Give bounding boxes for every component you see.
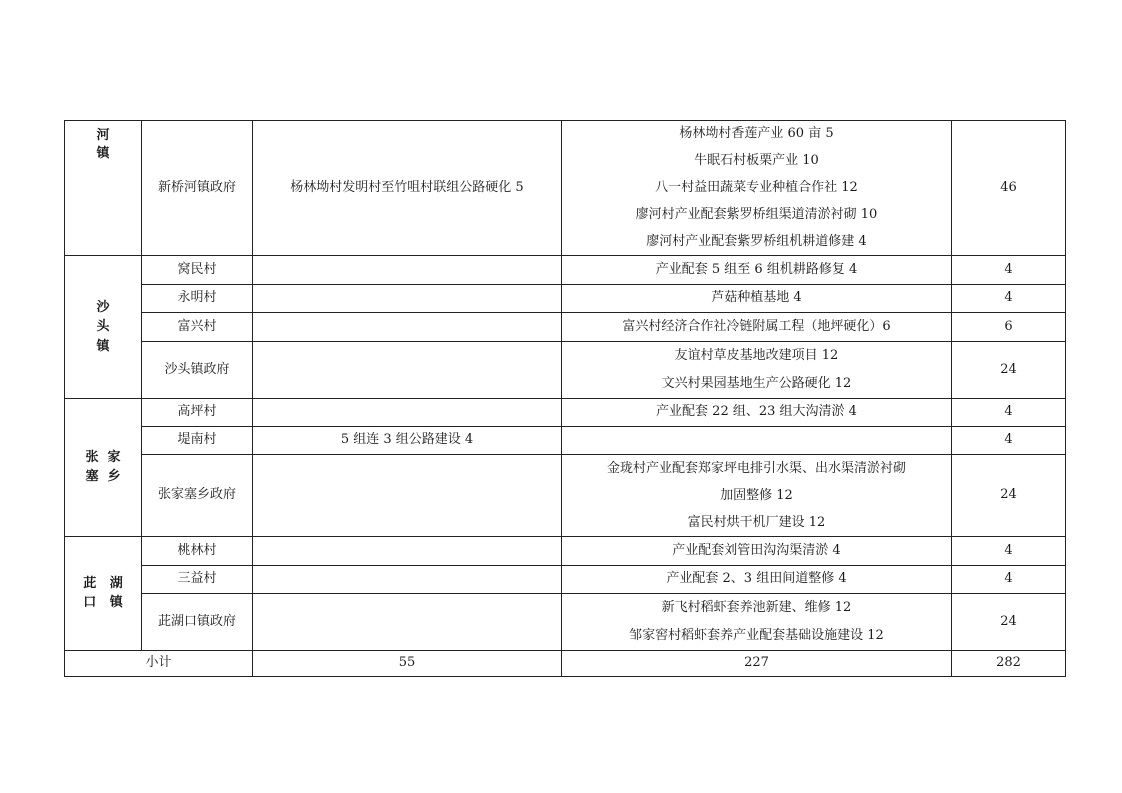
village-project-cell <box>253 455 562 537</box>
table-row <box>65 537 1066 566</box>
industry-project-cell: 芦菇种植基地 4 <box>562 285 952 313</box>
table-row <box>65 285 1066 313</box>
town-name: 镇 <box>109 594 123 610</box>
project-line: 八一村益田蔬菜专业种植合作社 12 <box>655 180 858 195</box>
village-project-cell <box>253 256 562 285</box>
industry-project-cell: 产业配套 22 组、23 组大沟清淤 4 <box>562 399 952 427</box>
subtotal-total: 282 <box>952 651 1066 677</box>
project-line: 杨林坳村香莲产业 60 亩 5 <box>679 126 834 141</box>
unit-cell: 三益村 <box>142 566 253 594</box>
total-cell: 4 <box>952 399 1066 427</box>
village-project-cell <box>253 342 562 399</box>
industry-project-cell <box>562 427 952 455</box>
town-name: 塞 <box>85 468 99 484</box>
village-project-cell <box>253 313 562 342</box>
project-line: 友谊村草皮基地改建项目 12 <box>674 348 839 363</box>
table-row <box>65 313 1066 342</box>
total-cell: 24 <box>952 342 1066 399</box>
project-line: 牛眠石村板栗产业 10 <box>694 153 819 168</box>
unit-cell: 高坪村 <box>142 399 253 427</box>
town-cell-shatou <box>65 256 142 399</box>
industry-project-cell: 产业配套刘管田沟沟渠清淤 4 <box>562 537 952 566</box>
subtotal-industry-projects: 227 <box>562 651 952 677</box>
village-project-cell <box>253 594 562 651</box>
subtotal-label: 小计 <box>65 651 253 677</box>
town-name: 茈 <box>83 575 97 591</box>
subtotal-row <box>65 651 1066 677</box>
table-row <box>65 121 1066 256</box>
town-name: 湖 <box>109 575 123 591</box>
industry-project-cell: 富兴村经济合作社冷链附属工程（地坪硬化）6 <box>562 313 952 342</box>
total-cell: 24 <box>952 594 1066 651</box>
unit-cell: 沙头镇政府 <box>142 342 253 399</box>
town-name: 张 <box>85 449 99 465</box>
table-row <box>65 566 1066 594</box>
unit-cell: 富兴村 <box>142 313 253 342</box>
table-row <box>65 342 1066 399</box>
town-name: 镇 <box>96 338 110 354</box>
total-cell: 6 <box>952 313 1066 342</box>
industry-project-cell <box>562 121 952 256</box>
town-cell-pihukou <box>65 537 142 651</box>
project-line: 新飞村稻虾套养池新建、维修 12 <box>661 600 852 615</box>
unit-cell: 桃林村 <box>142 537 253 566</box>
village-project-cell: 杨林坳村发明村至竹咀村联组公路硬化 5 <box>253 121 562 256</box>
town-name: 乡 <box>107 468 121 484</box>
table-row <box>65 455 1066 537</box>
unit-cell: 新桥河镇政府 <box>142 121 253 256</box>
town-name: 沙 <box>96 299 110 315</box>
table-row <box>65 594 1066 651</box>
allocation-table <box>64 120 1066 677</box>
total-cell: 4 <box>952 427 1066 455</box>
village-project-cell <box>253 399 562 427</box>
unit-cell: 永明村 <box>142 285 253 313</box>
town-name: 口 <box>83 594 97 610</box>
project-line: 富民村烘干机厂建设 12 <box>687 515 826 530</box>
table-row <box>65 399 1066 427</box>
village-project-cell: 5 组连 3 组公路建设 4 <box>253 427 562 455</box>
project-line: 加固整修 12 <box>720 488 793 503</box>
industry-project-cell: 产业配套 5 组至 6 组机耕路修复 4 <box>562 256 952 285</box>
total-cell: 24 <box>952 455 1066 537</box>
village-project-cell <box>253 285 562 313</box>
project-line: 廖河村产业配套紫罗桥组机耕道修建 4 <box>646 234 867 249</box>
project-line: 文兴村果园基地生产公路硬化 12 <box>661 376 852 391</box>
unit-cell: 张家塞乡政府 <box>142 455 253 537</box>
town-cell-xinqiaohe <box>65 121 142 256</box>
town-cell-zhangjiasai <box>65 399 142 537</box>
village-project-cell <box>253 537 562 566</box>
unit-cell: 茈湖口镇政府 <box>142 594 253 651</box>
subtotal-village-projects: 55 <box>253 651 562 677</box>
town-name: 家 <box>107 449 121 465</box>
village-project-cell <box>253 566 562 594</box>
town-name: 头 <box>96 319 110 335</box>
town-name: 镇 <box>96 145 110 161</box>
total-cell: 4 <box>952 285 1066 313</box>
industry-project-cell: 产业配套 2、3 组田间道整修 4 <box>562 566 952 594</box>
table-row <box>65 256 1066 285</box>
unit-cell: 窝民村 <box>142 256 253 285</box>
industry-project-cell <box>562 455 952 537</box>
table-row <box>65 427 1066 455</box>
project-line: 廖河村产业配套紫罗桥组渠道清淤衬砌 10 <box>635 207 878 222</box>
industry-project-cell <box>562 342 952 399</box>
unit-cell: 堤南村 <box>142 427 253 455</box>
town-name: 河 <box>96 128 110 143</box>
industry-project-cell <box>562 594 952 651</box>
project-line: 金珑村产业配套郑家坪电排引水渠、出水渠清淤衬砌 <box>606 461 906 476</box>
total-cell: 4 <box>952 537 1066 566</box>
total-cell: 4 <box>952 566 1066 594</box>
total-cell: 46 <box>952 121 1066 256</box>
project-line: 邹家窖村稻虾套养产业配套基础设施建设 12 <box>629 628 884 643</box>
total-cell: 4 <box>952 256 1066 285</box>
